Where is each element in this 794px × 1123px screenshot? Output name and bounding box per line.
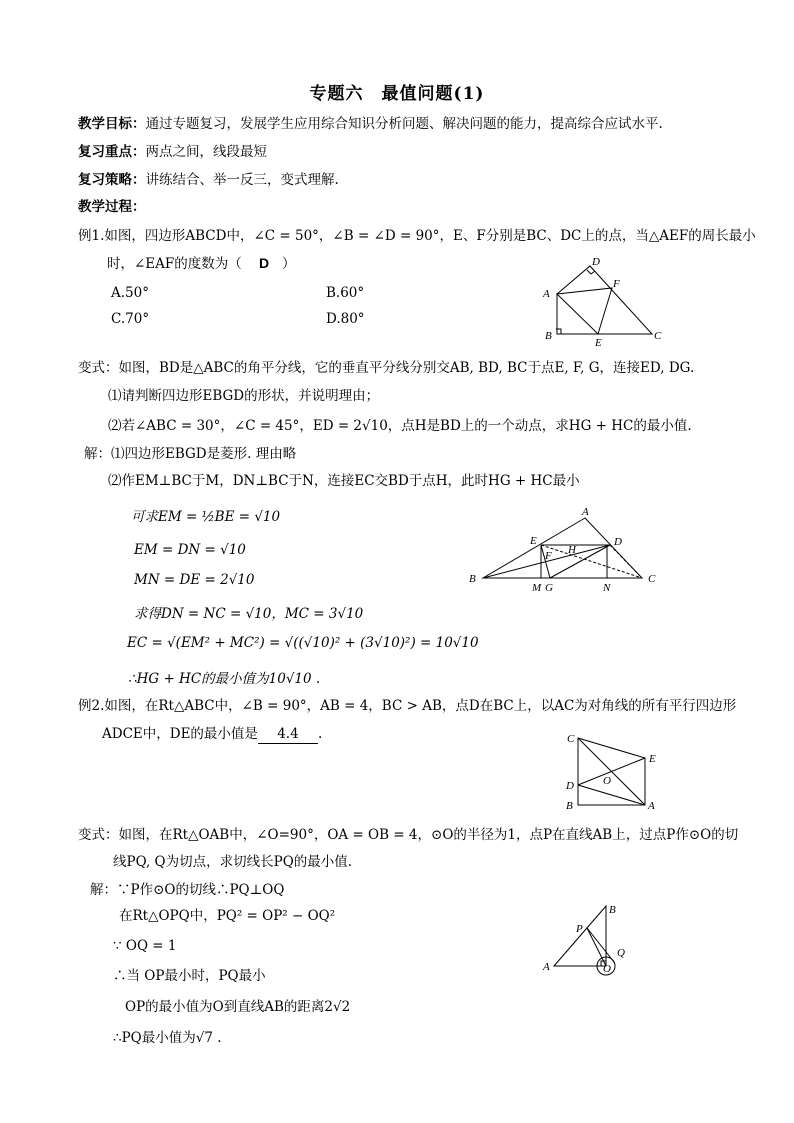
- ex2-label-o: O: [603, 775, 611, 787]
- goal-label: 教学目标：: [78, 116, 146, 132]
- strategy-text: 讲练结合、举一反三，变式理解.: [145, 172, 339, 188]
- var1-label-b: B: [469, 573, 476, 585]
- goal-text: 通过专题复习，发展学生应用综合知识分析问题、解决问题的能力，提高综合应试水平.: [145, 116, 663, 132]
- ex1-figure: [535, 252, 670, 347]
- ex2-label-e: E: [649, 753, 656, 765]
- ex1-label-d: D: [592, 256, 600, 268]
- var2-label-a: A: [543, 961, 550, 973]
- review-strategy: [78, 171, 339, 189]
- ex1-option-b: B.60°: [326, 285, 365, 301]
- focus-text: 两点之间，线段最短: [145, 144, 267, 160]
- var2-label-b: B: [609, 904, 616, 916]
- var1-label-h: H: [568, 544, 576, 556]
- var1-figure: [465, 502, 665, 594]
- ex1-option-c: C.70°: [111, 311, 150, 327]
- var2-line2: 线PQ, Q为切点，求切线长PQ的最小值.: [113, 854, 353, 870]
- ex2-figure: [560, 728, 660, 814]
- var2-line1: 变式：如图，在Rt△OAB中，∠O=90°，OA = OB = 4，⊙O的半径为1，点P在直线AB上，过点P作⊙O的切: [78, 827, 739, 843]
- focus-label: 复习重点：: [78, 144, 146, 160]
- var1-line1: 变式：如图，BD是△ABC的角平分线，它的垂直平分线分别交AB, BD, BC于点E, F, G，连接ED, DG.: [78, 360, 695, 376]
- var1-step3: MN = DE = 2√10: [134, 572, 255, 588]
- var1-label-e: E: [530, 535, 537, 547]
- ex1-label-a: A: [543, 288, 550, 300]
- var2-sol-2: 在Rt△OPQ中，PQ² = OP² − OQ²: [119, 908, 336, 924]
- var1-step2: EM = DN = √10: [134, 542, 246, 558]
- var1-q1: ⑴请判断四边形EBGD的形状，并说明理由；: [108, 388, 380, 404]
- teaching-goal: [78, 115, 663, 133]
- var1-label-f: F: [545, 550, 552, 562]
- ex2-answer: 4.4: [258, 725, 318, 744]
- var2-label-o: O: [603, 963, 611, 975]
- var2-figure: [540, 900, 630, 980]
- ex1-label-b: B: [545, 330, 552, 342]
- ex1-answer: D: [258, 255, 270, 271]
- ex1-label-f: F: [613, 278, 620, 290]
- var1-label-g: G: [545, 582, 553, 594]
- ex2-line2: ADCE中，DE的最小值是 4.4 .: [102, 726, 323, 742]
- ex2-line1: 例2.如图，在Rt△ABC中，∠B = 90°，AB = 4，BC > AB，点D在BC上，以AC为对角线的所有平行四边形: [78, 698, 737, 714]
- ex2-label-a: A: [648, 800, 655, 812]
- var1-sol1: 解：⑴四边形EBGD是菱形. 理由略: [84, 446, 297, 462]
- var1-step4: 求得DN = NC = √10，MC = 3√10: [134, 606, 364, 622]
- var2-label-q: Q: [617, 947, 625, 959]
- ex1-option-a: A.50°: [111, 285, 149, 301]
- ex2-label-d: D: [566, 780, 574, 792]
- ex1-label-e: E: [595, 337, 602, 349]
- var2-sol-3: ∵ OQ = 1: [113, 938, 177, 954]
- process-heading: 教学过程：: [78, 199, 146, 215]
- var2-sol-5: OP的最小值为O到直线AB的距离2√2: [125, 999, 351, 1015]
- var1-label-m: M: [532, 582, 542, 594]
- var2-sol-6: ∴PQ最小值为√7 .: [113, 1030, 222, 1046]
- ex1-line1: 例1.如图，四边形ABCD中，∠C = 50°，∠B = ∠D = 90°，E、F分别是BC、DC上的点，当△AEF的周长最小: [78, 228, 756, 244]
- var1-label-c: C: [648, 573, 656, 585]
- var1-q2: ⑵若∠ABC = 30°，∠C = 45°，ED = 2√10，点H是BD上的一个动点，求HG + HC的最小值.: [108, 418, 692, 434]
- var1-step1: 可求EM = ½BE = √10: [131, 509, 281, 525]
- ex1-option-d: D.80°: [326, 311, 365, 327]
- ex2-label-b: B: [566, 800, 573, 812]
- var1-step5: EC = √(EM² + MC²) = √((√10)² + (3√10)²) = 10√10: [127, 635, 479, 651]
- var1-step6: ∴HG + HC的最小值为10√10 .: [128, 671, 321, 687]
- review-focus: [78, 143, 267, 161]
- var1-label-d: D: [614, 536, 622, 548]
- strategy-label: 复习策略：: [78, 172, 146, 188]
- var1-label-a: A: [582, 506, 589, 518]
- var2-label-p: P: [576, 923, 583, 935]
- ex2-label-c: C: [567, 733, 575, 745]
- var1-label-n: N: [603, 582, 611, 594]
- var2-sol-1: 解：∵P作⊙O的切线∴PQ⊥OQ: [90, 882, 285, 898]
- page-title: 专题六 最值问题(1): [309, 84, 485, 104]
- ex1-line2: 时，∠EAF的度数为（ D ）: [107, 255, 296, 272]
- var2-sol-4: ∴当 OP最小时，PQ最小: [113, 968, 266, 984]
- ex1-label-c: C: [654, 330, 662, 342]
- var1-sol2: ⑵作EM⊥BC于M，DN⊥BC于N，连接EC交BD于点H，此时HG + HC最小: [108, 473, 580, 489]
